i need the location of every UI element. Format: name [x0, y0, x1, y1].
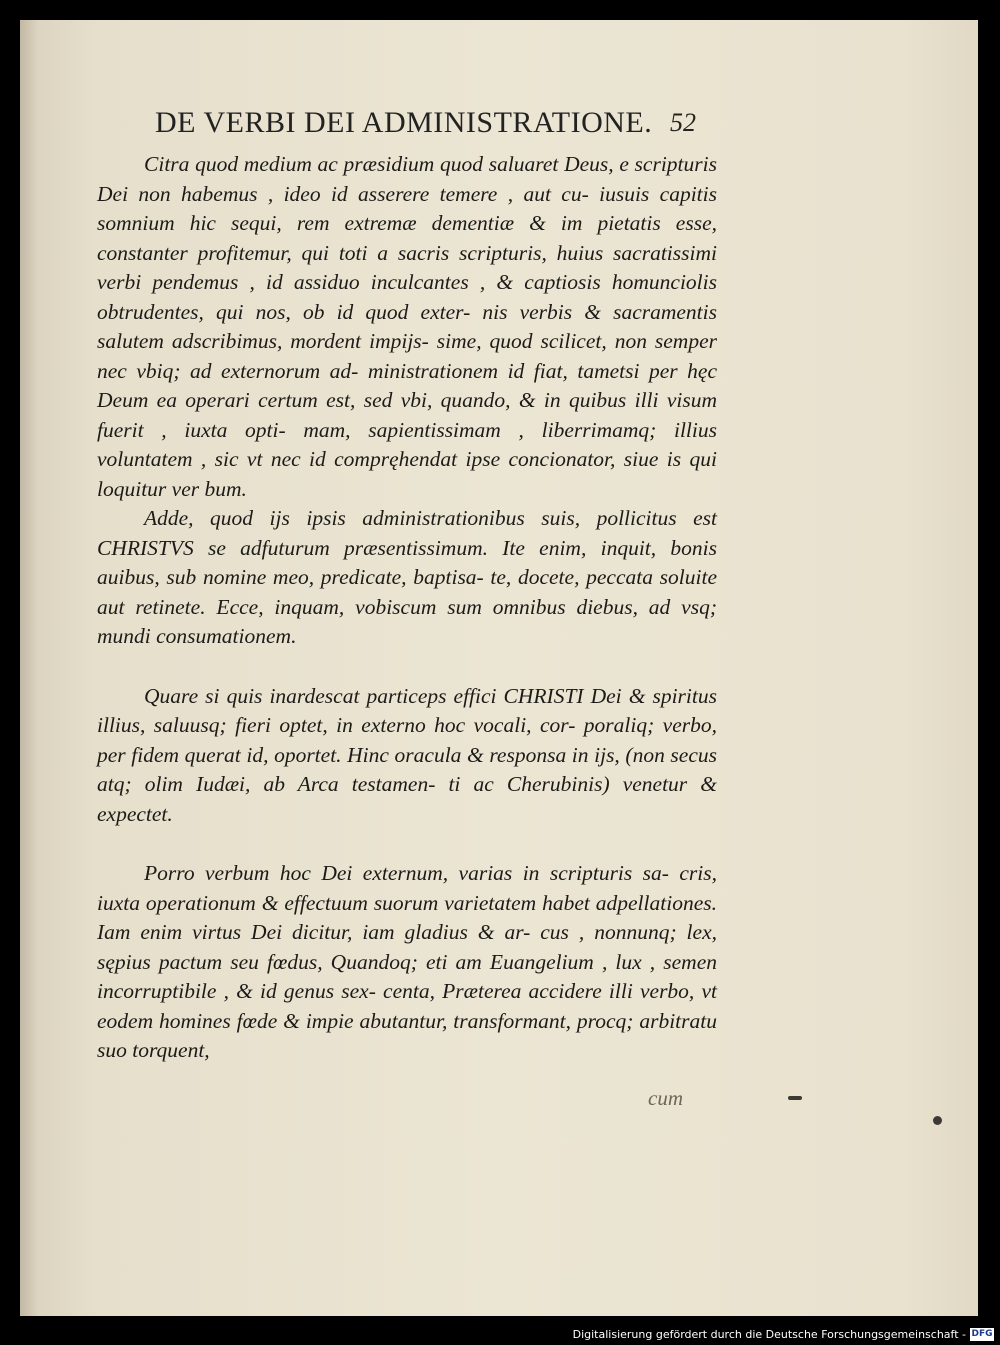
body-text [97, 150, 717, 1066]
ink-speck [788, 1096, 802, 1100]
running-title: DE VERBI DEI ADMINISTRATIONE. [155, 106, 653, 139]
paragraph-3: Quare si quis inardescat particeps effici CHRISTI Dei & spiritus illius, saluusq; fieri optet, in externo hoc vocali, cor- poraliq; verbo, per fidem querat id, oportet. Hinc oracula & responsa in ijs, (non secus atq; olim Iudæi, ab Arca testamen- ti ac Cherubinis) venetur & expectet. [97, 683, 717, 826]
paragraph-1: Citra quod medium ac præsidium quod saluaret Deus, e scripturis Dei non habemus , ideo id asserere temere , aut cu- iusuis capitis somnium hic sequi, rem extremæ dementiæ & im pietatis esse, constanter profitemur, qui toti a sacris scripturis, huius sacratissimi verbi pendemus , id assiduo inculcantes , & captiosis homunciolis obtrudentes, qui nos, ob id quod exter- nis verbis & sacramentis salutem adscribimus, mordent impijs- sime, quod scilicet, non semper nec vbiq; ad externorum ad- ministrationem id fiat, tametsi per hęc Deum ea operari certum est, sed vbi, quando, & in quibus illi visum fuerit , iuxta opti- mam, sapientissimam , liberrimamq; illius voluntatem , sic vt nec id compręhendat ipse concionator, siue is qui loquitur ver bum. [97, 152, 717, 501]
dfg-logo: DFG [971, 1329, 993, 1339]
page-number: 52 [670, 108, 696, 137]
ink-speck [933, 1116, 942, 1125]
paragraph-4: Porro verbum hoc Dei externum, varias in scripturis sa- cris, iuxta operationum & effectuum suorum varietatem habet adpellationes. Iam enim virtus Dei dicitur, iam gladius & ar- cus , nonnunq; lex, sępius pactum seu fœdus, Quandoq; eti am Euangelium , lux , semen incorruptibile , & id genus sex- centa, Præterea accidere illi verbo, vt eodem homines fœde & impie abutantur, transformant, procq; arbitratu suo torquent, [97, 861, 717, 1062]
book-page [20, 20, 978, 1316]
paragraph-spacer [97, 829, 717, 859]
catchword: cum [648, 1086, 683, 1110]
paragraph-spacer [97, 652, 717, 682]
digitization-credit: Digitalisierung gefördert durch die Deutsche Forschungsgemeinschaft - [572, 1328, 966, 1341]
paragraph-2: Adde, quod ijs ipsis administrationibus suis, pollicitus est CHRISTVS se adfuturum præsentissimum. Ite enim, inquit, bonis auibus, sub nomine meo, predicate, baptisa- te, docete, peccata soluite aut retinete. Ecce, inquam, vobiscum sum omnibus diebus, ad vsq; mundi consumationem. [97, 506, 717, 648]
